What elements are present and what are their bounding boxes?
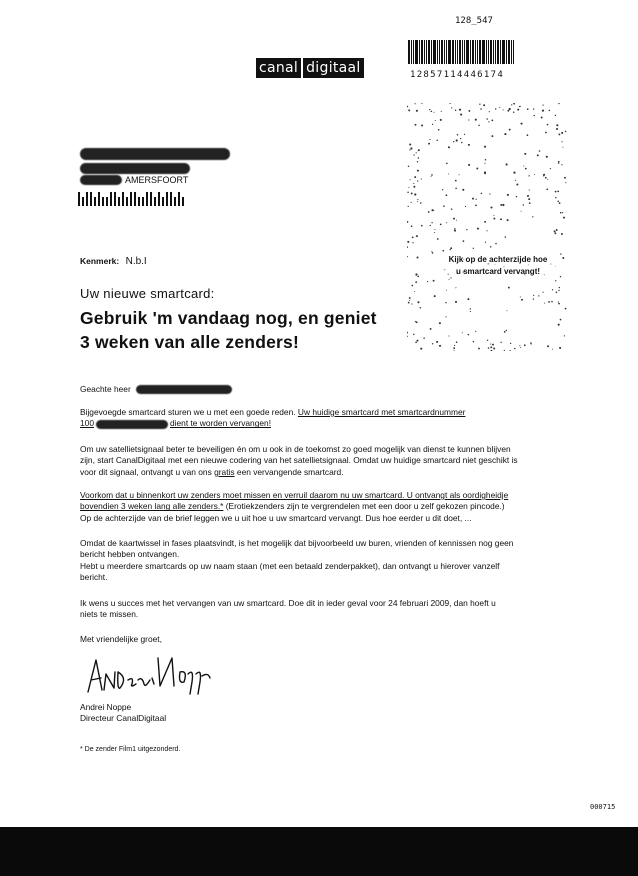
doc-number: 128_547	[455, 16, 493, 26]
p2-line-3c: een vervangende smartcard.	[236, 466, 344, 477]
headline-line-1: Gebruik 'm vandaag nog, en geniet	[80, 308, 377, 328]
redacted-street	[80, 163, 190, 174]
kenmerk-value: N.b.I	[125, 256, 147, 267]
redacted-smartcard-number	[96, 420, 168, 429]
canal-digitaal-logo	[256, 58, 364, 78]
p3-line-3: Op de achterzijde van de brief leggen we u uit hoe u uw smartcard vervangt. Dus hoe eerder u dit doet, ...	[80, 512, 472, 523]
p4-line-3: Hebt u meerdere smartcards op uw naam staan (met een betaald zenderpakket), dan ontvangt u hierover vanzelf	[80, 560, 500, 571]
p5-line-1: Ik wens u succes met het vervangen van uw smartcard. Doe dit in ieder geval voor 24 februari 2009, dan hoeft u	[80, 598, 496, 608]
paragraph-3	[80, 490, 580, 524]
letter-subtitle: Uw nieuwe smartcard:	[80, 286, 215, 301]
paragraph-1	[80, 407, 580, 430]
p4-line-4: bericht.	[80, 572, 108, 583]
p1-text-b: Uw huidige smartcard met smartcardnummer	[297, 407, 466, 417]
p3-line-2b: (Erotiekzenders zijn te vergrendelen met een door u zelf gekozen pincode.)	[225, 501, 505, 512]
p4-line-2: bericht hebben ontvangen.	[80, 549, 180, 560]
salutation-text: Geachte heer	[80, 384, 131, 394]
p2-line-1: Om uw satellietsignaal beter te beveiligen én om u ook in de toekomst zo goed mogelijk van dienst te kunnen blijven	[80, 444, 511, 454]
paragraph-2	[80, 444, 580, 478]
redacted-surname	[136, 385, 232, 394]
p1-text-d: dient te worden vervangen!	[169, 418, 272, 429]
p1-text-c: 100	[80, 418, 94, 429]
p3-line-1: Voorkom dat u binnenkort uw zenders moet missen en verruil daarom nu uw smartcard. U ontvangt als oordigheidje	[80, 490, 509, 500]
redacted-name	[80, 148, 230, 160]
footnote: * De zender Film1 uitgezonderd.	[80, 746, 181, 753]
logo-text-digitaal: digitaal	[303, 58, 364, 78]
p1-text-a: Bijgevoegde smartcard sturen we u met een goede reden.	[80, 407, 296, 417]
barcode-number: 12857114446174	[410, 70, 505, 80]
kenmerk-label: Kenmerk:	[80, 256, 120, 266]
paragraph-5	[80, 598, 580, 621]
caption-line-1: Kijk op de achterzijde hoe	[448, 255, 548, 264]
postal-barcode	[78, 192, 186, 206]
logo-text-canal: canal	[256, 58, 301, 78]
salutation	[80, 384, 232, 395]
headline-line-2: 3 weken van alle zenders!	[80, 332, 299, 352]
page-code: 000715	[590, 803, 616, 811]
p4-line-1: Omdat de kaartwissel in fases plaatsvindt, is het mogelijk dat bijvoorbeeld uw buren, vrienden of kennissen nog geen	[80, 538, 514, 548]
signature	[84, 650, 214, 698]
smartcard-image-box	[407, 103, 567, 351]
signer-title: Directeur CanalDigitaal	[80, 713, 167, 724]
redacted-postcode	[80, 175, 122, 185]
scan-edge-bar	[0, 827, 638, 876]
closing: Met vriendelijke groet,	[80, 634, 162, 644]
p3-line-2a: bovendien 3 weken lang alle zenders.*	[80, 501, 224, 512]
paragraph-4	[80, 538, 580, 584]
p2-line-3b: gratis	[214, 466, 235, 477]
caption-line-2: u smartcard vervangt!	[455, 267, 541, 276]
p2-line-3a: voor dit signaal, ontvangt u van ons	[80, 466, 212, 477]
p2-line-2: zijn, start CanalDigitaal met een nieuwe codering van het satellietsignaal. Omdat uw huidige smartcard niet geschikt is	[80, 455, 518, 466]
barcode	[408, 40, 552, 64]
headline	[80, 306, 377, 354]
signer-name: Andrei Noppe	[80, 702, 132, 712]
address-city: AMERSFOORT	[125, 175, 189, 185]
signer-block	[80, 702, 166, 725]
smartcard-caption	[436, 254, 560, 278]
p5-line-2: niets te missen.	[80, 609, 139, 620]
